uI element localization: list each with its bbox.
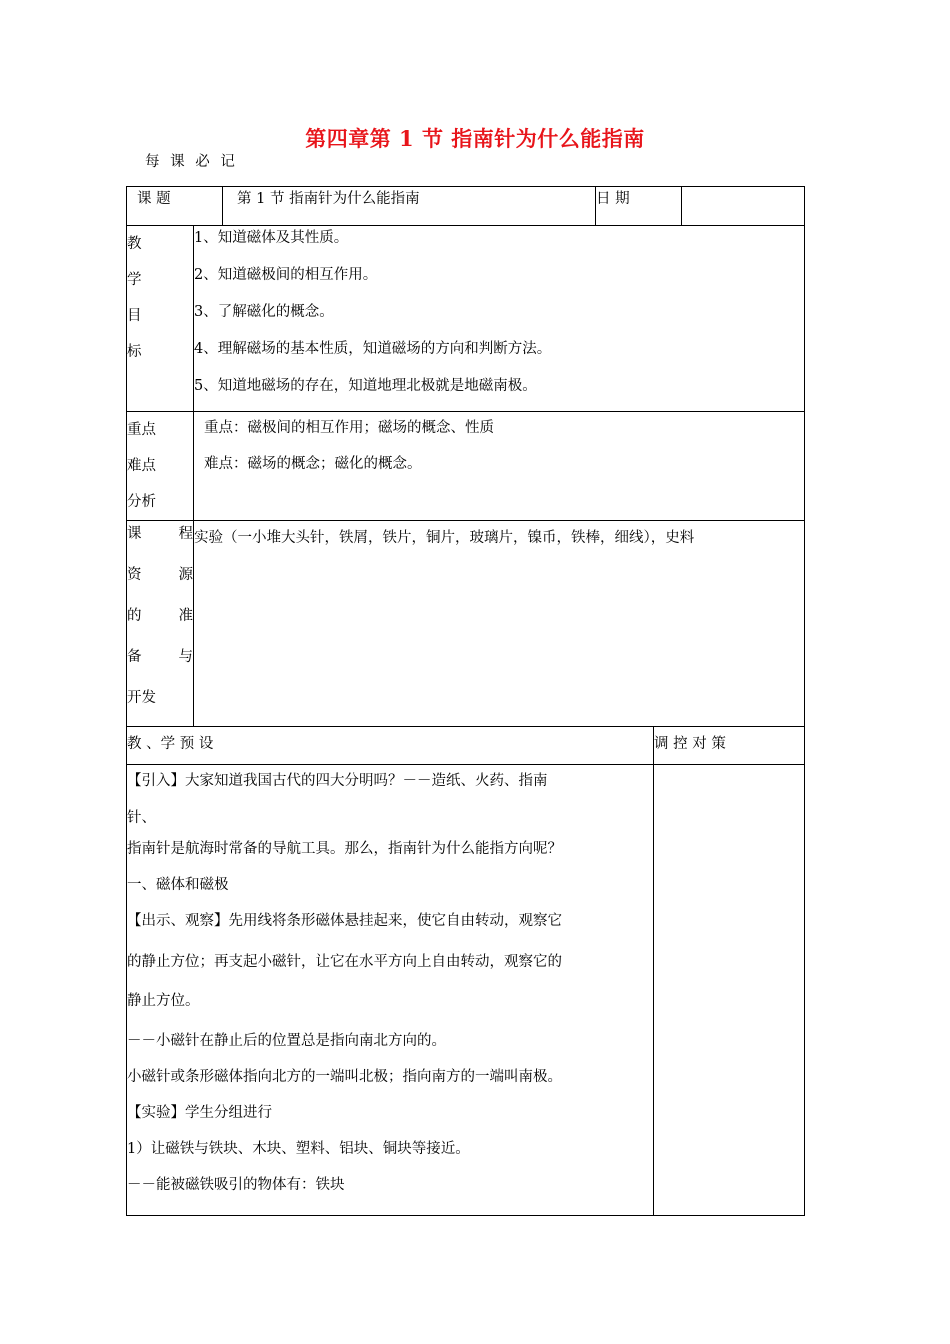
resources-label-char: 开发	[127, 690, 156, 706]
plan-line: 1）让磁铁与铁块、木块、塑料、铝块、铜块等接近。	[127, 1141, 470, 1157]
date-label: 日 期	[596, 187, 682, 226]
resources-label-char: 准	[178, 608, 193, 624]
date-value	[682, 187, 805, 226]
goals-label-char: 教	[127, 236, 142, 252]
focus-content	[194, 412, 805, 521]
plan-line: 【出示、观察】先用线将条形磁体悬挂起来，使它自由转动，观察它	[127, 913, 562, 929]
plan-line: 【实验】学生分组进行	[127, 1105, 272, 1121]
focus-label-line: 难点	[127, 458, 156, 474]
goal-item: 4、理解磁场的基本性质，知道磁场的方向和判断方法。	[194, 341, 552, 357]
topic-label: 课 题	[127, 187, 223, 226]
goals-row	[127, 226, 805, 412]
goals-label-char: 标	[127, 344, 142, 360]
goals-label-char: 学	[127, 272, 142, 288]
focus-label-line: 重点	[127, 422, 156, 438]
plan-line: 指南针是航海时常备的导航工具。那么，指南针为什么能指方向呢？	[127, 841, 562, 857]
resources-label	[127, 521, 194, 727]
goal-item: 3、了解磁化的概念。	[194, 304, 334, 320]
plan-content	[127, 765, 654, 1216]
focus-label	[127, 412, 194, 521]
plan-line: －－小磁针在静止后的位置总是指向南北方向的。	[127, 1033, 446, 1049]
plan-header-row	[127, 727, 805, 765]
goal-item: 2、知道磁极间的相互作用。	[194, 267, 378, 283]
resources-label-char: 课	[127, 526, 142, 542]
plan-line: 针、	[127, 810, 156, 826]
resources-label-char: 资	[127, 567, 142, 583]
goal-item: 1、知道磁体及其性质。	[194, 230, 349, 246]
focus-label-line: 分析	[127, 494, 156, 510]
focus-item: 重点：磁极间的相互作用；磁场的概念、性质	[204, 420, 494, 436]
resources-row	[127, 521, 805, 727]
resources-label-char: 源	[178, 567, 193, 583]
control-header: 调 控 对 策	[654, 727, 805, 765]
plan-content-row	[127, 765, 805, 1216]
topic-value: 第 1 节 指南针为什么能指南	[223, 187, 596, 226]
plan-line: －－能被磁铁吸引的物体有：铁块	[127, 1177, 345, 1193]
resources-content: 实验（一小堆大头针，铁屑，铁片，铜片，玻璃片，镍币，铁棒，细线），史料	[194, 521, 805, 727]
plan-line: 静止方位。	[127, 993, 200, 1009]
focus-row	[127, 412, 805, 521]
plan-line: 【引入】大家知道我国古代的四大分明吗？－－造纸、火药、指南	[127, 773, 548, 789]
plan-line: 小磁针或条形磁体指向北方的一端叫北极；指向南方的一端叫南极。	[127, 1069, 562, 1085]
resources-label-char: 备	[127, 649, 142, 665]
resources-label-char: 的	[127, 608, 142, 624]
focus-item: 难点：磁场的概念；磁化的概念。	[204, 456, 422, 472]
plan-line: 的静止方位；再支起小磁针，让它在水平方向上自由转动，观察它的	[127, 954, 562, 970]
plan-header: 教 、学 预 设	[127, 727, 654, 765]
goals-label-char: 目	[127, 308, 142, 324]
control-content	[654, 765, 805, 1216]
plan-line: 一、磁体和磁极	[127, 877, 229, 893]
page-subtitle: 每 课 必 记	[145, 154, 238, 170]
page-title: 第四章第 1 节 指南针为什么能指南	[305, 126, 645, 151]
lesson-plan-table	[126, 186, 805, 1216]
resources-label-char: 与	[178, 649, 193, 665]
goals-label	[127, 226, 194, 412]
resources-label-char: 程	[178, 526, 193, 542]
goals-content	[194, 226, 805, 412]
goal-item: 5、知道地磁场的存在，知道地理北极就是地磁南极。	[194, 378, 537, 394]
topic-row	[127, 187, 805, 226]
